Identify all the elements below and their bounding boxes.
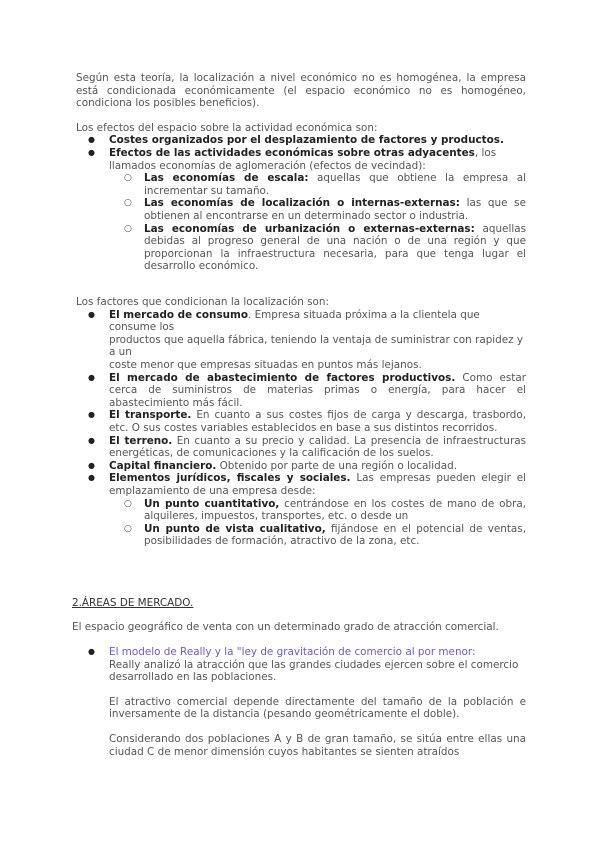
list-item (76, 147, 526, 273)
factores-intro: Los factores que condicionan la localización son: (76, 296, 329, 308)
model-paragraph: Considerando dos poblaciones A y B de gran tamaño, se sitúa entre ellas una ciudad C de menor dimensión cuyos habitantes se sienten atraídos (109, 732, 526, 758)
areas-intro (72, 621, 526, 634)
list-item (76, 472, 526, 548)
list-item (76, 460, 526, 473)
list-item (76, 646, 526, 758)
bold-text: Un punto de vista cualitativo, (144, 522, 326, 535)
model-paragraph: El atractivo comercial depende directamente del tamaño de la población e inversamente de la distancia (pesando geométricamente el doble). (109, 695, 526, 721)
list-item (109, 223, 526, 273)
list-item (109, 498, 526, 523)
intro-paragraph: Según esta teoría, la localización a nivel económico no es homogénea, la empresa está condicionada económicamente (el espacio económico no es homogéneo, condiciona los posibles beneficios). (76, 72, 526, 110)
bold-text: El mercado de consumo (109, 308, 248, 321)
bold-text: Las economías de escala: (144, 172, 309, 185)
section-heading: 2.ÁREAS DE MERCADO. (72, 597, 194, 609)
item-text: Como estar cerca de suministros de materias primas o energía, para hacer el abastecimiento más fácil. (109, 371, 527, 409)
efectos-intro: Los efectos del espacio sobre la actividad económica son: (76, 121, 378, 134)
item-text: fijándose en el potencial de ventas, posibilidades de formación, atractivo de la zona, etc. (144, 522, 526, 548)
bold-text: Capital financiero. (109, 459, 217, 472)
bold-text: El transporte. (109, 409, 192, 422)
list-item (76, 372, 526, 410)
item-text: las que se obtienen al encontrarse en un determinado sector o industria. (144, 197, 526, 222)
item-text: , los llamados economías de aglomeración (efectos de vecindad): (109, 146, 497, 172)
bold-text: Costes organizados por el desplazamiento de factores y productos. (109, 134, 504, 147)
efectos-list (76, 134, 526, 273)
item-text: centrándose en los costes de mano de obra, alquileres, impuestos, transportes, etc. o desde un (144, 497, 526, 523)
bold-text: Las economías de urbanización o externas-externas: (144, 222, 475, 235)
item-text: coste menor que empresas situadas en puntos más lejanos. (109, 358, 422, 371)
list-item (109, 197, 526, 222)
model-list (76, 646, 526, 758)
punto-sublist (109, 498, 526, 548)
list-item (76, 309, 526, 372)
list-item (76, 134, 526, 147)
intro-section (76, 72, 526, 273)
economias-sublist (109, 172, 526, 273)
item-text: aquellas debidas al progreso general de una nación o de una región y que proporcionan la infraestructura necesaria, para que tenga lugar el desarrollo económico. (144, 222, 526, 273)
list-item (76, 409, 526, 434)
factores-list (76, 309, 526, 548)
model-title: El modelo de Really y la "ley de gravitación de comercio al por menor: (109, 646, 476, 658)
bold-text: El terreno. (109, 434, 173, 447)
model-paragraph: Really analizó la atracción que las grandes ciudades ejercen sobre el comercio desarrollado en las poblaciones. (109, 658, 519, 684)
factores-section (76, 296, 526, 548)
bold-text: Las economías de localización o internas-externas: (144, 197, 460, 210)
item-text: En cuanto a sus costes fijos de carga y descarga, trasbordo, etc. O sus costes variables establecidos en base a sus distintos recorridos. (109, 409, 527, 434)
bold-text: Elementos jurídicos, fiscales y sociales. (109, 472, 351, 485)
item-text: Obtenido por parte de una región o localidad. (216, 459, 458, 472)
list-item (109, 172, 526, 197)
list-item (109, 523, 526, 548)
item-text: Las empresas pueden elegir el emplazamiento de una empresa desde: (109, 472, 526, 497)
item-text: En cuanto a su precio y calidad. La presencia de infraestructuras energéticas, de comunicaciones y la calificación de los suelos. (109, 434, 526, 460)
list-item (76, 435, 526, 460)
item-text: aquellas que obtiene la empresa al incrementar su tamaño. (144, 172, 526, 197)
bold-text: Un punto cuantitativo, (144, 497, 280, 510)
item-text: . Empresa situada próxima a la clientela que consume los (109, 308, 480, 334)
really-model-section (76, 646, 526, 758)
bold-text: El mercado de abastecimiento de factores productivos. (109, 371, 456, 384)
item-text: productos que aquella fábrica, teniendo la ventaja de suministrar con rapidez y a un (109, 333, 524, 359)
bold-text: Efectos de las actividades económicas sobre otras adyacentes (109, 146, 475, 159)
section-intro: El espacio geográfico de venta con un determinado grado de atracción comercial. (72, 621, 499, 633)
